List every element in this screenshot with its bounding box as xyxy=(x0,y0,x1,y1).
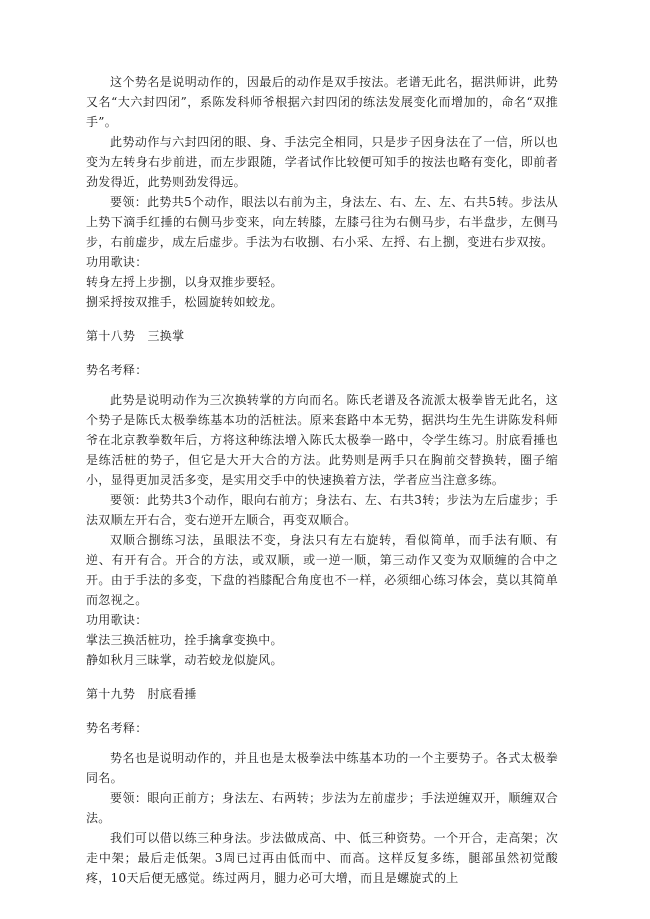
s19-subheading: 势名考释： xyxy=(86,721,148,735)
s18-song-line-2: 静如秋月三昧掌，动若蛟龙似旋风。 xyxy=(86,653,283,667)
s19-paragraph-1: 势名也是说明动作的，并且也是太极拳法中练基本功的一个主要势子。各式太极拳同名。 xyxy=(86,751,558,785)
s18-paragraph-3: 双顺合捌练习法，虽眼法不变，身法只有左右旋转，看似简单，而手法有顺、有逆、有开有合。开合的方法，或双顺，或一逆一顺，第三动作又变为双顺缠的合中之开。由于手法的多变，下盘的裆膝配合角度也不一样，必须细心练习体会，莫以其简单而忽视之。 xyxy=(86,533,558,607)
s17-song-line-2: 捌采捋按双推手，松圆旋转如蛟龙。 xyxy=(86,295,283,309)
s18-paragraph-2: 要领：此势共3个动作，眼向右前方；身法右、左、右共3转；步法为左后虚步；手法双顺左开右合，变右逆开左顺合，再变双顺合。 xyxy=(86,493,558,527)
s18-title: 第十八势 三换掌 xyxy=(86,329,185,343)
s18-song-line-1: 掌法三换活桩功，拴手擒拿变换中。 xyxy=(86,633,283,647)
s19-paragraph-2: 要领：眼向正前方；身法左、右两转；步法为左前虚步；手法逆缠双开，顺缠双合法。 xyxy=(86,791,558,825)
s19-title: 第十九势 肘底看捶 xyxy=(86,687,197,701)
s18-subheading: 势名考释： xyxy=(86,363,148,377)
s17-song-line-1: 转身左捋上步捌，以身双推步要轻。 xyxy=(86,275,283,289)
s18-song-label: 功用歌诀： xyxy=(86,613,148,627)
s17-paragraph-1: 这个势名是说明动作的，因最后的动作是双手按法。老谱无此名，据洪师讲，此势又名“大六封四闭”，系陈发科师爷根据六封四闭的练法发展变化而增加的，命名“双推手”。 xyxy=(86,75,558,129)
s19-paragraph-3: 我们可以借以练三种身法。步法做成高、中、低三种资势。一个开合，走高架；次走中架；最后走低架。3周已过再由低而中、而高。这样反复多练，腿部虽然初觉酸疼，10天后便无感觉。练过两月，腿力必可大增，而且是螺旋式的上 xyxy=(86,831,558,885)
s17-song-label: 功用歌诀： xyxy=(86,255,148,269)
s18-paragraph-1: 此势是说明动作为三次换转掌的方向而名。陈氏老谱及各流派太极拳皆无此名，这个势子是陈氏太极拳练基本功的活桩法。原来套路中本无势，据洪均生先生讲陈发科师爷在北京教拳数年后，方将这种练法增入陈氏太极拳一路中，令学生练习。肘底看捶也是练活桩的势子，但它是大开大合的方法。此势则是两手只在胸前交替换转，圈子缩小，显得更加灵活多变，是实用交手中的快速换着方法，学者应当注意多练。 xyxy=(86,393,558,487)
s17-paragraph-2: 此势动作与六封四闭的眼、身、手法完全相同，只是步子因身法在了一信，所以也变为左转身右步前进，而左步跟随，学者试作比较便可知手的按法也略有变化，即前者劲发得近，此势则劲发得远。 xyxy=(86,135,558,189)
s17-paragraph-3: 要领：此势共5个动作，眼法以右前为主，身法左、右、左、左、右共5转。步法从上势下滴手红捶的右侧马步变来，向左转膝，左膝弓往为右侧马步，右半盘步，左侧马步，右前虚步，成左后虚步。手法为右收捌、右小采、左捋、右上捌，变进右步双按。 xyxy=(86,195,558,249)
